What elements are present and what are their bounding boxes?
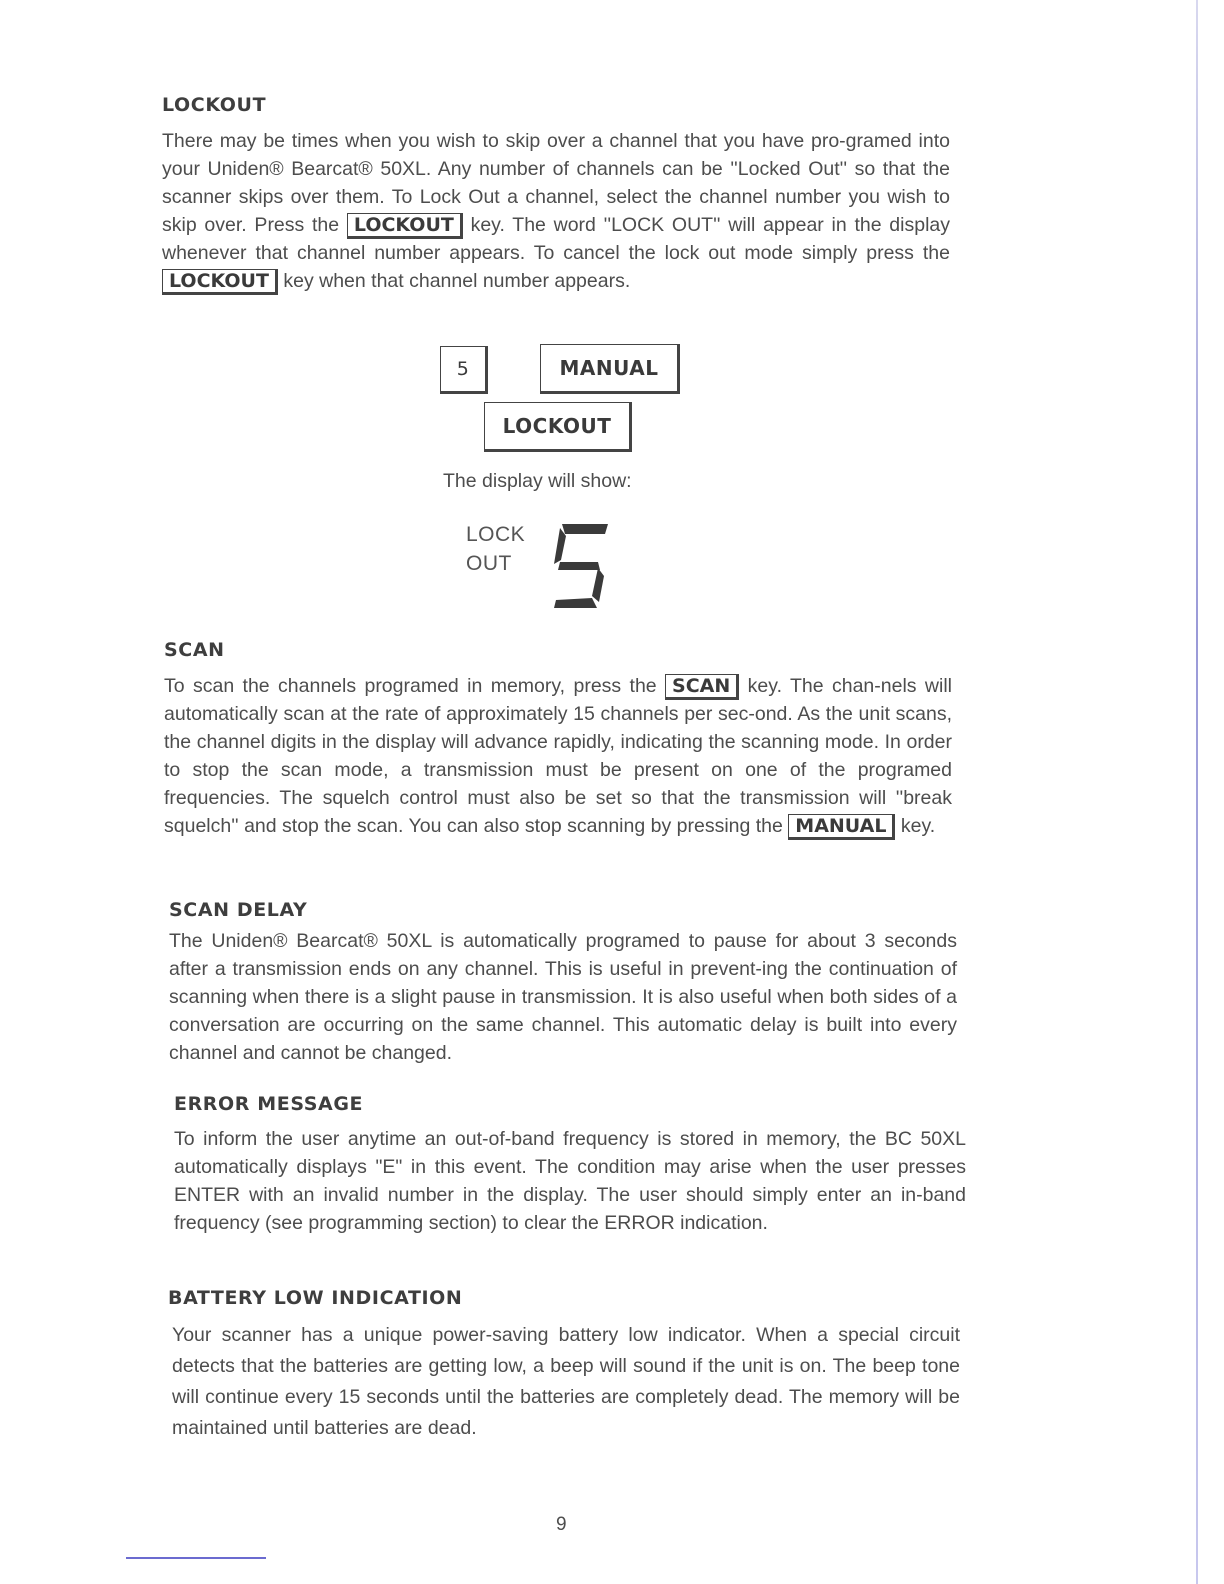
scan-delay-paragraph: The Uniden® Bearcat® 50XL is automatically programed to pause for about 3 seconds after a transmission ends on any channel. This is useful in prevent-ing the continuation of scanning when there is a slight pause in transmission. It is also useful when both sides of a conversation are occurring on the same channel. This automatic delay is built into every channel and cannot be changed. <box>169 930 957 1064</box>
lockout-text-2: key. The word ''LOCK OUT'' will appear in the display whenever that channel number appears. To cancel the lock out mode simply press the <box>162 214 951 264</box>
scan-key-inline: SCAN <box>665 674 739 700</box>
lockout-text-3: key when that channel number appears. <box>283 270 631 292</box>
lockout-key-inline: LOCKOUT <box>347 213 463 239</box>
section-title-scan-delay: SCAN DELAY <box>169 899 308 921</box>
section-title-lockout: LOCKOUT <box>162 94 267 116</box>
section-title-battery-low: BATTERY LOW INDICATION <box>168 1287 463 1309</box>
lockout-key-button: LOCKOUT <box>484 402 632 452</box>
error-message-paragraph: To inform the user anytime an out-of-band frequency is stored in memory, the BC 50XL automatically displays "E" in this event. The condition may arise when the user presses ENTER with an invalid number in the display. The user should simply enter an in-band frequency (see programming section) to clear the ERROR indication. <box>174 1128 966 1234</box>
page-number: 9 <box>556 1514 567 1535</box>
bottom-underline <box>126 1557 266 1559</box>
battery-low-paragraph: Your scanner has a unique power-saving battery low indicator. When a special circuit detects that the batteries are getting low, a beep will sound if the unit is on. The beep tone will continue every 15 seconds until the batteries are completely dead. The memory will be maintained until batteries are dead. <box>172 1324 960 1439</box>
scan-text-2: key. The chan-nels will automatically scan at the rate of approximately 15 channels per sec-ond. As the unit scans, the channel digits in the display will advance rapidly, indicating the scanning mode. In order to stop the scan mode, a transmission must be present on one of the programed frequencies. The squelch control must also be set so that the transmission will ''break squelch'' and stop the scan. You can also stop scanning by pressing the <box>164 675 953 837</box>
lcd-lock-label: LOCK <box>466 523 526 546</box>
section-title-scan: SCAN <box>164 639 225 661</box>
lcd-digit <box>548 516 612 616</box>
lockout-paragraph <box>162 127 950 295</box>
manual-key-inline: MANUAL <box>788 814 895 840</box>
lockout-key-inline-2: LOCKOUT <box>162 269 278 295</box>
lcd-out-label: OUT <box>466 552 512 575</box>
scan-paragraph <box>164 672 952 840</box>
display-caption: The display will show: <box>443 470 632 492</box>
scan-text-1: To scan the channels programed in memory, press the <box>164 675 657 697</box>
manual-key-button: MANUAL <box>540 344 680 394</box>
lockout-text-1: There may be times when you wish to skip over a channel that you have pro-gramed into your Uniden® Bearcat® 50XL. Any number of channels can be ''Locked Out'' so that the scanner skips over them. To Lock Out a channel, select the channel number you wish to skip over. Press the <box>162 130 950 236</box>
binding-edge-line <box>1196 0 1198 1584</box>
key-5-button: 5 <box>440 346 488 394</box>
scan-text-3: key. <box>900 815 936 837</box>
section-title-error-message: ERROR MESSAGE <box>174 1093 364 1115</box>
